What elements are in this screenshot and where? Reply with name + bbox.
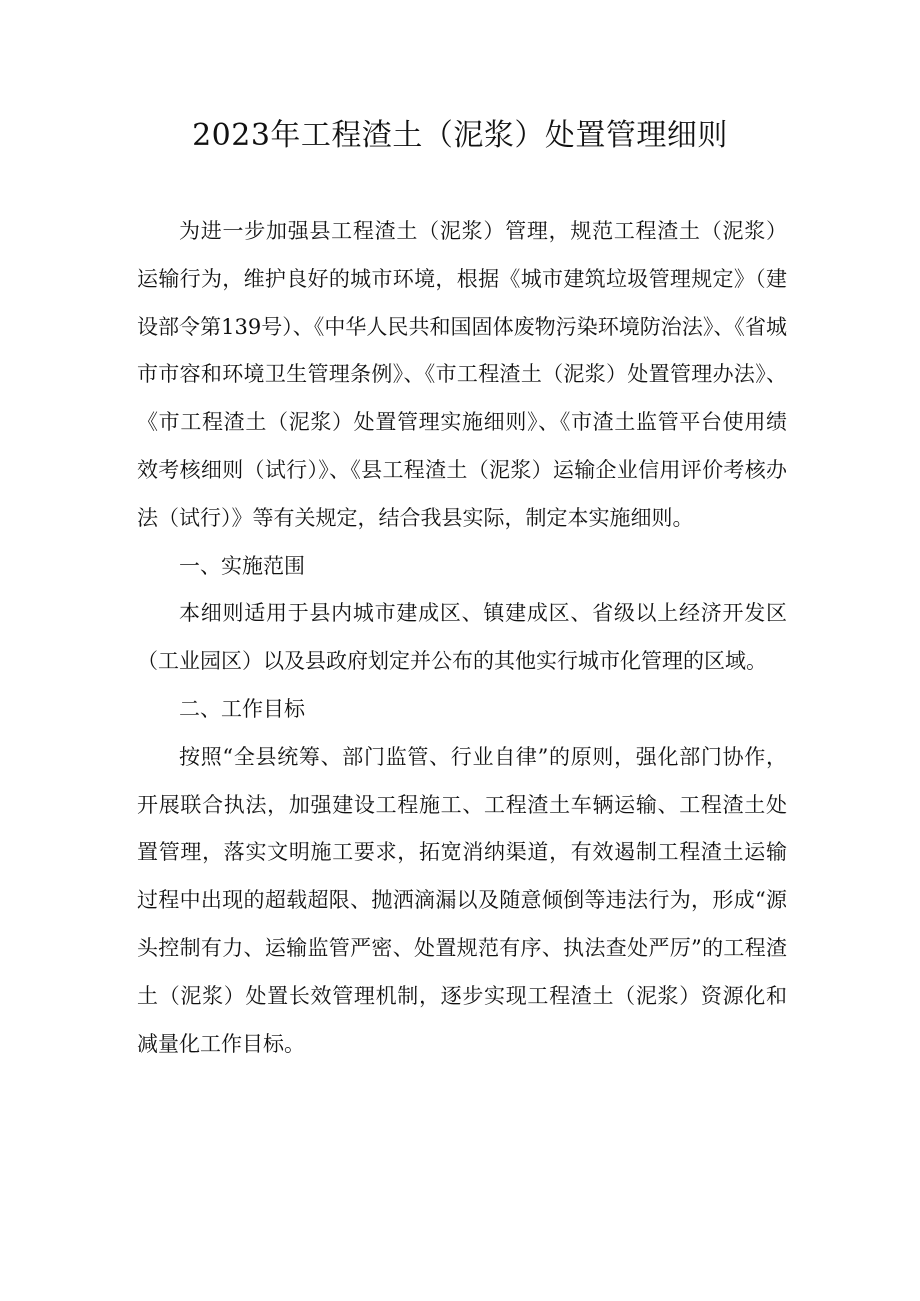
document-title: 2023年工程渣土（泥浆）处置管理细则 xyxy=(192,118,728,153)
section-heading-scope: 一、实施范围 xyxy=(179,553,305,578)
goals-paragraph: 按照“全县统筹、部门监管、行业自律”的原则，强化部门协作，开展联合执法，加强建设工程施工、工程渣土车辆运输、工程渣土处置管理，落实文明施工要求，拓宽消纳渠道，有效遏制工程渣土运输过程中出现的超载超限、抛洒滴漏以及随意倾倒等违法行为，形成“源头控制有力、运输监管严密、处置规范有序、执法查处严厉”的工程渣土（泥浆）处置长效管理机制，逐步实现工程渣土（泥浆）资源化和减量化工作目标。 xyxy=(137,744,787,1056)
document-body xyxy=(137,208,787,1068)
intro-paragraph: 为进一步加强县工程渣土（泥浆）管理，规范工程渣土（泥浆）运输行为，维护良好的城市环境，根据《城市建筑垃圾管理规定》（建设部令第139号）、《中华人民共和国固体废物污染环境防治法》、《省城市市容和环境卫生管理条例》、《市工程渣土（泥浆）处置管理办法》、《市工程渣土（泥浆）处置管理实施细则》、《市渣土监管平台使用绩效考核细则（试行）》、《县工程渣土（泥浆）运输企业信用评价考核办法（试行）》等有关规定，结合我县实际，制定本实施细则。 xyxy=(137,219,787,530)
scope-paragraph: 本细则适用于县内城市建成区、镇建成区、省级以上经济开发区（工业园区）以及县政府划定并公布的其他实行城市化管理的区域。 xyxy=(137,601,787,674)
section-heading-goals: 二、工作目标 xyxy=(179,696,305,721)
